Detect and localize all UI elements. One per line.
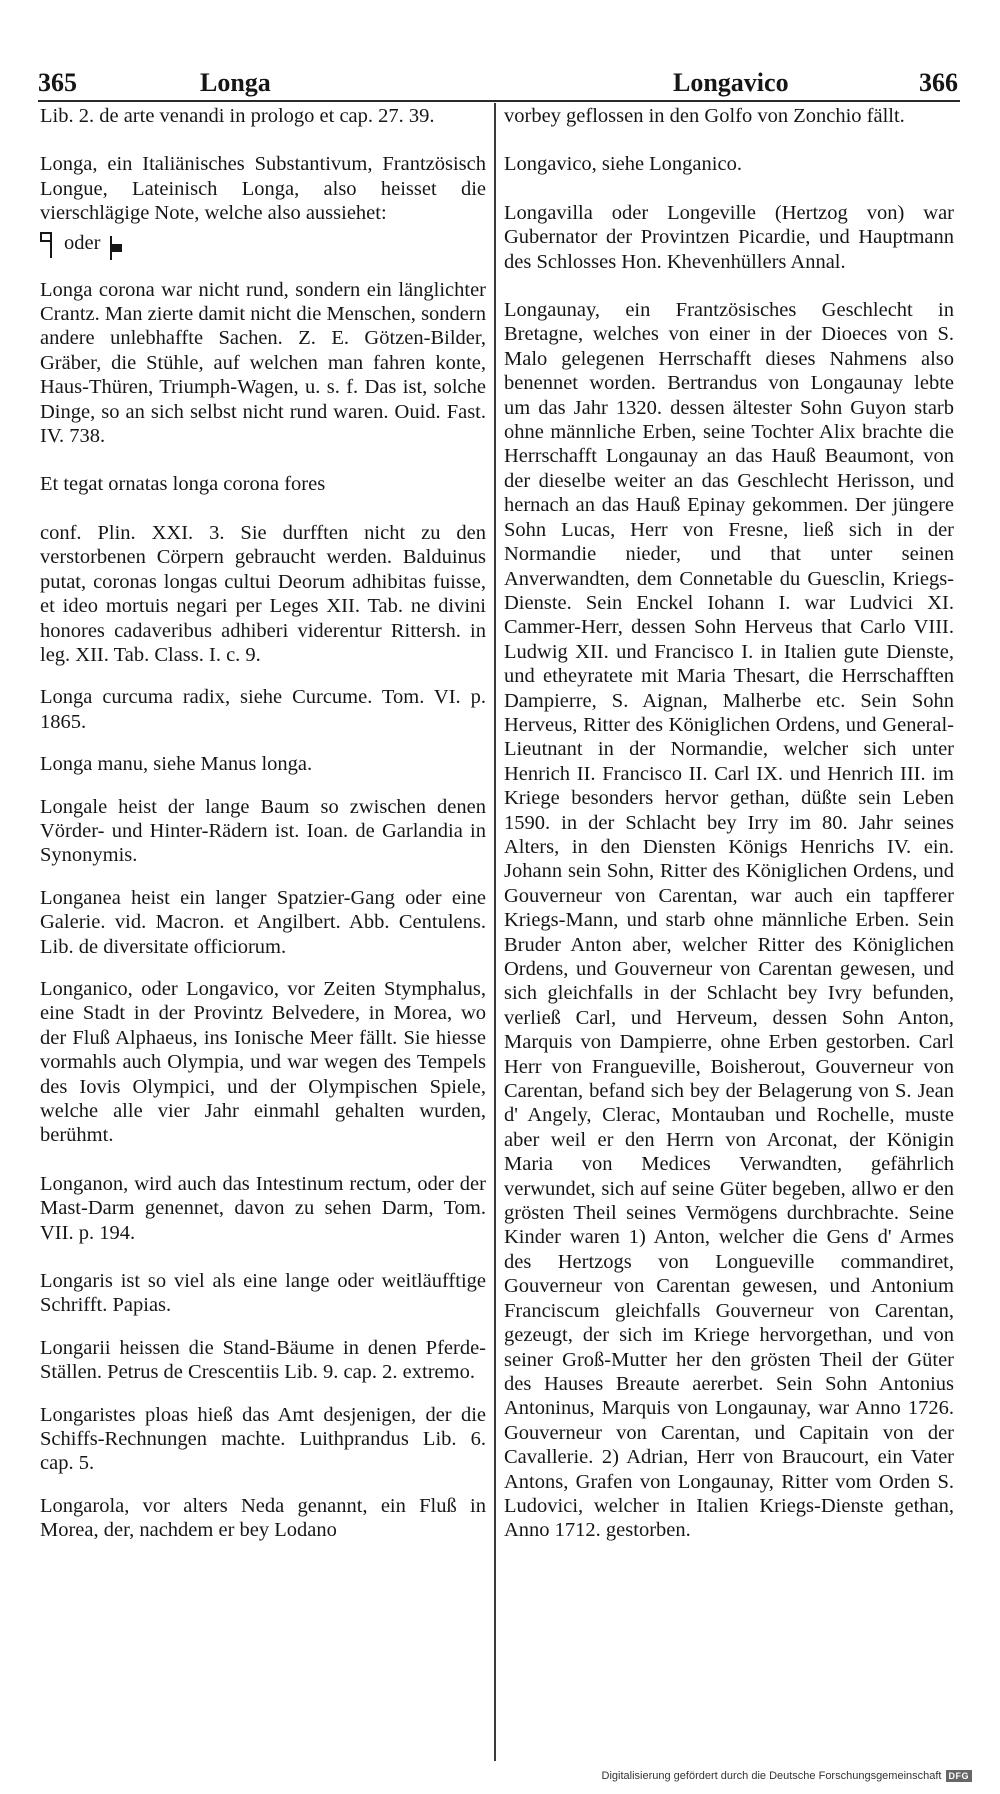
entry-longa-corona: Longa corona war nicht rund, sondern ein länglichter Crantz. Man zierte damit nicht die Menschen, sondern andere unlebhaffte Sachen. Z. E. Götzen-Bilder, Gräber, die Stühle, auf welchen man fahren konte, Haus-Thüren, Triumph-Wagen, u. s. f. Das ist, solche Dinge, so an sich selbst nicht rund waren. Ouid. Fast. IV. 738.: [40, 278, 486, 448]
page-header: [38, 68, 958, 102]
entry-longarola: Longarola, vor alters Neda genannt, ein Fluß in Morea, der, nachdem er bey Lodano: [40, 1494, 486, 1542]
column-divider: [494, 103, 496, 1761]
entry-longa-manu: Longa manu, siehe Manus longa.: [40, 753, 313, 776]
note-symbols: [40, 228, 486, 260]
page-number-left: 365: [38, 68, 77, 97]
dfg-logo-icon: DFG: [946, 1770, 973, 1782]
entry-longanea: Longanea heist ein langer Spatzier-Gang oder eine Galerie. vid. Macron. et Angilbert. Abb. Centulens. Lib. de diversitate officiorum.: [40, 886, 486, 958]
left-column: [40, 104, 486, 1543]
longa-note-alt-icon: [110, 230, 124, 258]
entry-longarii: Longarii heissen die Stand-Bäume in denen Pferde-Ställen. Petrus de Crescentiis Lib. 9. cap. 2. extremo.: [40, 1336, 486, 1384]
right-column: [504, 104, 954, 1543]
entry-longa-curcuma: Longa curcuma radix, siehe Curcume. Tom. VI. p. 1865.: [40, 686, 486, 733]
longa-note-icon: [40, 230, 54, 258]
header-rule: [38, 100, 960, 102]
entry-text: conf. Plin. XXI. 3. Sie durfften nicht zu den verstorbenen Cörpern gebraucht werden. Balduinus putat, coronas longas cultui Deorum adhibitas fuisse, et ideo mortuis negari per Leges XII. Tab. ne divini honores cadaveribus adhiberi viderentur Rittersh. in leg. XII. Tab. Class. I. c. 9.: [40, 521, 486, 666]
entry-longanon: Longanon, wird auch das Intestinum rectum, oder der Mast-Darm genennet, davon zu sehen Darm, Tom. VII. p. 194.: [40, 1172, 486, 1244]
entry-longavico: Longavico, siehe Longanico.: [504, 153, 742, 176]
entry-longaristes: Longaristes ploas hieß das Amt desjenigen, der die Schiffs-Rechnungen machte. Luithprandus Lib. 6. cap. 5.: [40, 1403, 486, 1475]
running-head-left: Longa: [200, 68, 271, 97]
digitization-credit: [602, 1770, 972, 1782]
page-number-right: 366: [919, 68, 958, 97]
note-or-label: oder: [64, 232, 101, 255]
entry-longaris: Longaris ist so viel als eine lange oder weitläufftige Schrifft. Papias.: [40, 1270, 486, 1317]
entry-longa: Longa, ein Italiänisches Substantivum, Frantzösisch Longue, Lateinisch Longa, also heisset die vierschlägige Note, welche also aussiehet:: [40, 153, 486, 225]
entry-longale: Longale heist der lange Baum so zwischen denen Vörder- und Hinter-Rädern ist. Ioan. de Garlandia in Synonymis.: [40, 795, 486, 867]
running-head-right: Longavico: [673, 68, 789, 97]
entry-longavilla: Longavilla oder Longeville (Hertzog von) war Gubernator der Provintzen Picardie, und Hauptmann des Schlosses Hon. Khevenhüllers Annal.: [504, 201, 954, 273]
entry-text: vorbey geflossen in den Golfo von Zonchio fällt.: [504, 105, 905, 127]
quotation-line: Et tegat ornatas longa corona fores: [40, 473, 326, 496]
entry-longanico: Longanico, oder Longavico, vor Zeiten Stymphalus, eine Stadt in der Provintz Belvedere, in Morea, wo der Fluß Alphaeus, ins Ionische Meer fällt. Sie hiesse vormahls auch Olympia, und war wegen des Tempels des Iovis Olympici, und der Olympischen Spiele, welche alle vier Jahr einmahl gehalten wurden, berühmt.: [40, 977, 486, 1147]
entry-longaunay: Longaunay, ein Frantzösisches Geschlecht in Bretagne, welches von einer in der Dioeces von S. Malo gelegenen Herrschafft dieses Nahmens also benennet worden. Bertrandus von Longaunay lebte um das Jahr 1320. dessen ältester Sohn Guyon starb ohne männliche Erben, seine Tochter Alix brachte die Herrschafft Longaunay an das Hauß Beaumont, von der dieselbe weiter an das Geschlecht Herisson, und hernach an das Hauß Epinay gekommen. Der jüngere Sohn Lucas, Herr von Fresne, ließ sich in der Normandie nieder, und that unter seinen Anverwandten, dem Connetable du Guesclin, Kriegs-Dienste. Sein Enckel Iohann I. war Ludvici XI. Cammer-Herr, dessen Sohn Herveus that Carlo VIII. Ludwig XII. und Francisco I. in Italien gute Dienste, und etheyratete mit Maria Thesart, die Herrschafften Dampierre, S. Aignan, Malherbe etc. Sein Sohn Herveus, Ritter des Königlichen Ordens, und General-Lieutnant in der Normandie, welcher sich unter Henrich II. Francisco II. Carl IX. und Henrich III. im Kriege besonders hervor gethan, düßte sein Leben 1590. in der Schlacht bey Irry im 80. Jahr seines Alters, in den Diensten Königs Henrichs IV. ein. Johann sein Sohn, Ritter des Königlichen Ordens, und Gouverneur von Carentan, war auch ein tapfferer Kriegs-Mann, und starb ohne männliche Erben. Sein Bruder Anton aber, welcher Ritter des Königlichen Ordens, und Gouverneur von Carentan gewesen, und sich gleichfalls in der Schlacht bey Ivry befunden, verließ Carl, und Herveum, dessen Sohn Anton, Marquis von Dampierre, ohne Erben gestorben. Carl Herr von Frangueville, Boisherout, Gouverneur von Carentan, befand sich bey der Belagerung von S. Jean d' Angely, Clerac, Montauban und Rochelle, muste aber weil er den Herrn von Arconat, der Königin Maria von Medices Verwandten, gefährlich verwundet, sich auf seine Güter begeben, allwo er den grösten Theil seines Vermögens durchbrachte. Seine Kinder waren 1) Anton, welcher die Gens d' Armes des Hertzogs von Longueville commandiret, Gouverneur von Carentan gewesen, und Antonium Franciscum gleichfalls Gouverneur von Carentan, gezeugt, der sich im Kriege hervorgethan, und von seiner Groß-Mutter her den grösten Theil der Güter des Hauses Breaute aererbet. Sein Sohn Antonius Antoninus, Marquis von Longaunay, war Anno 1726. Gouverneur von Carentan, und Capitain von der Cavallerie. 2) Adrian, Herr von Braucourt, ein Vater Antons, Grafen von Longaunay, Ritter vom Orden S. Ludovici, welcher in Italien Kriegs-Dienste gethan, Anno 1712. gestorben.: [504, 299, 954, 1542]
credit-text: Digitalisierung gefördert durch die Deutsche Forschungsgemeinschaft: [601, 1770, 942, 1782]
entry-text: Lib. 2. de arte venandi in prologo et cap. 27. 39.: [40, 105, 435, 127]
